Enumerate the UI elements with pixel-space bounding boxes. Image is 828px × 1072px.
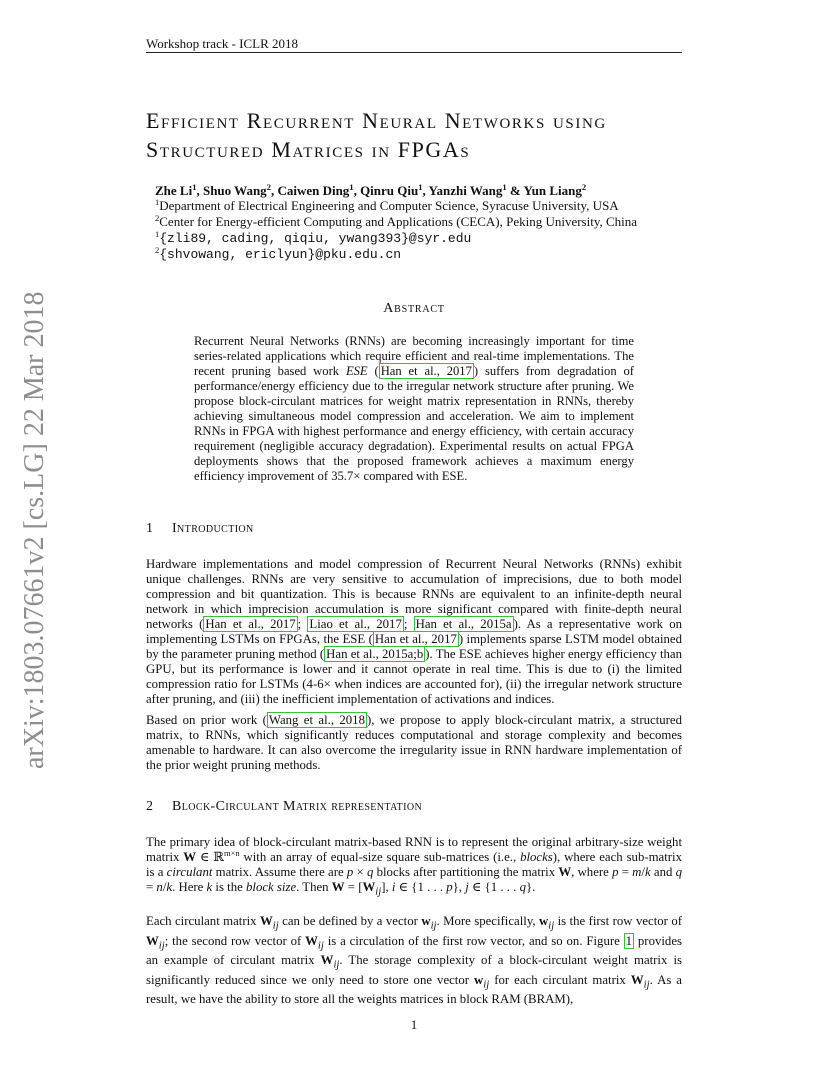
email-text: {zli89, cading, qiqiu, ywang393}@syr.edu xyxy=(159,231,472,246)
ese-term: ESE xyxy=(345,364,368,378)
arxiv-stamp-text: arXiv:1803.07661v2 [cs.LG] 22 Mar 2018 xyxy=(19,291,50,769)
section-number: 2 xyxy=(146,799,153,814)
body-text: is the xyxy=(212,880,247,894)
author-sup: 1 xyxy=(349,182,354,192)
citation-link[interactable]: Han et al., 2015a xyxy=(415,617,512,631)
body-text: . As a result, we have the ability to store all the weights matrices in block RAM (BRAM), xyxy=(146,972,682,1007)
page-number: 1 xyxy=(410,1017,418,1032)
body-text: and xyxy=(650,865,676,879)
body-text: . Then xyxy=(296,880,332,894)
section-1-heading xyxy=(146,521,254,537)
body-text: provides an example of circulant matrix xyxy=(146,933,682,968)
author-sup: 2 xyxy=(266,182,271,192)
body-text: ; the second row vector of xyxy=(164,933,306,948)
emphasis-text: block size xyxy=(246,880,297,894)
section2-paragraph-1: The primary idea of block-circulant matrix-based RNN is to represent the original arbitrary-size weight matrix W ∈ ℝ$^{m\times n}$ with an array of equal-size square sub-matrices (i.e., blocks), where each sub-matrix is a circulant matrix. Assume there are p × q blocks after partitioning the matrix W, where p = m/k and q = n/k. Here k is the block size. Then $W = [W_{ij}]$, i ∈ {1 . . . p}, j ∈ {1 . . . q}. xyxy=(146,835,683,898)
citation-link[interactable]: Wang et al., 2018 xyxy=(268,713,365,727)
body-text: can be defined by a vector xyxy=(278,914,422,928)
body-text: is the first row vector of xyxy=(554,914,683,928)
author-list: Zhe Li$^1$, Shuo Wang$^2$, Caiwen Ding$^1$, Qinru Qiu$^1$, Yanzhi Wang$^1$ & Yun Liang$^2$ xyxy=(155,182,587,198)
abstract-heading: Abstract xyxy=(383,301,445,316)
section-title: Introduction xyxy=(172,521,254,536)
body-text: Hardware implementations and model compression of Recurrent Neural Networks (RNNs) exhibit unique challenges. RNNs are very sensitive to accumulation of imprecisions, due to both model compression and bit quantization. This is because RNNs are equivalent to an infinite-depth neural network in which imprecision accumulation is more significant compared with finite-depth neural networks ( xyxy=(146,557,682,631)
section2-paragraph-2: Each circulant matrix $W_{ij}$ can be defined by a vector $w_{ij}$. More specifically, $w_{ij}$ is the first row vector of $W_{ij}$; the second row vector of $W_{ij}$ is a circulation of the first row vector, and so on. Figure 1 provides an example of circulant matrix $W_{ij}$. The storage complexity of a block-circulant weight matrix is significantly reduced since we only need to store one vector $w_{ij}$ for each circulant matrix $W_{ij}$. As a result, we have the ability to store all the weights matrices in block RAM (BRAM), xyxy=(146,914,683,1007)
author-sup: 2 xyxy=(581,182,587,192)
citation-link[interactable]: Han et al., 2017 xyxy=(205,617,296,631)
body-text: ), we propose to apply block-circulant matrix, a structured matrix, to RNNs, which significantly reduces computational and storage complexity and becomes amenable to hardware. It can also overcome the irregularity issue in RNN hardware implementation of the prior weight pruning methods. xyxy=(146,713,682,772)
author-name: Shuo Wang xyxy=(202,183,267,198)
body-text: . The storage complexity of a block-circulant weight matrix is significantly reduced since we only need to store one vector xyxy=(146,953,683,987)
body-text: blocks after partitioning the matrix xyxy=(373,865,559,879)
body-text: ) implements sparse LSTM model obtained by the parameter pruning method ( xyxy=(146,632,682,661)
email-2 xyxy=(155,246,401,262)
title-line-1: Efficient Recurrent Neural Networks using xyxy=(146,108,607,133)
arxiv-stamp xyxy=(5,291,65,769)
citation-link[interactable]: Han et al., 2017 xyxy=(374,632,457,646)
author-name: Yanzhi Wang xyxy=(428,183,503,198)
body-text: matrix. Assume there are xyxy=(212,865,347,879)
author-name: Zhe Li xyxy=(155,183,193,198)
body-text: is a circulation of the first row vector, and so on. Figure xyxy=(323,933,624,948)
body-text: Each circulant matrix xyxy=(146,914,260,928)
email-sup: 1 xyxy=(155,229,160,239)
citation-link[interactable]: Han et al., 2015a;b xyxy=(326,647,424,661)
paper-title xyxy=(146,106,706,164)
author-sup: 1 xyxy=(192,182,197,192)
header-rule xyxy=(146,52,682,53)
body-text: . More specifically, xyxy=(436,914,540,928)
author-sup: 1 xyxy=(418,182,423,192)
body-text: with an array of equal-size square sub-matrices (i.e., xyxy=(239,850,521,864)
affiliation-sup: 2 xyxy=(155,213,160,223)
intro-paragraph-1: Hardware implementations and model compression of Recurrent Neural Networks (RNNs) exhibit unique challenges. RNNs are very sensitive to accumulation of imprecisions, due to both model compression and bit quantization. This is because RNNs are equivalent to an infinite-depth neural network in which imprecision accumulation is more significant compared with finite-depth neural networks ( Han et al., 2017 ; Liao et al., 2017 ; Han et al., 2015a ). As a representative work on implementing LSTMs on FPGAs, the ESE ( Han et al., 2017 ) implements sparse LSTM model obtained by the parameter pruning method ( Han et al., 2015a;b ). The ESE achieves higher energy efficiency than GPU, but its performance is lower and it cannot operate in real time. This is due to (i) the limited compression ratio for LSTMs (4-6× when indices are accounted for), (ii) the irregular network structure after pruning, and (iii) the inefficient implementation of activations and indices. xyxy=(146,557,682,706)
affiliation-1 xyxy=(155,198,619,214)
email-1 xyxy=(155,230,471,246)
abstract-body: Recurrent Neural Networks (RNNs) are becoming increasingly important for time series-related applications which require efficient and real-time implementations. The recent pruning based work ESE ( Han et al., 2017 ) suffers from degradation of performance/energy efficiency due to the irregular network structure after pruning. We propose block-circulant matrices for weight matrix representation in RNNs, thereby achieving simultaneous model compression and acceleration. We aim to implement RNNs in FPGA with highest performance and energy efficiency, with certain accuracy requirement (negligible accuracy degradation). Experimental results on actual FPGA deployments shows that the proposed framework achieves a maximum energy efficiency improvement of 35.7× compared with ESE. xyxy=(194,334,635,483)
author-name: Qinru Qiu xyxy=(360,183,419,198)
figure-link[interactable]: 1 xyxy=(625,933,633,948)
email-sup: 2 xyxy=(155,245,160,255)
emphasis-text: circulant xyxy=(166,865,213,879)
email-text: {shvowang, ericlyun}@pku.edu.cn xyxy=(159,247,402,262)
body-text: . Here xyxy=(172,880,207,894)
affiliation-2 xyxy=(155,214,637,230)
body-text: ), where each sub-matrix is a xyxy=(146,850,683,879)
author-name: Caiwen Ding xyxy=(277,183,350,198)
affiliation-text: Department of Electrical Engineering and Computer Science, Syracuse University, USA xyxy=(159,198,619,213)
intro-paragraph-2 xyxy=(146,713,682,773)
body-text: The primary idea of block-circulant matrix-based RNN is to represent the original arbitrary-size weight matrix xyxy=(146,835,682,864)
body-text: ). As a representative work on implementing LSTMs on FPGAs, the ESE ( xyxy=(146,617,682,646)
section-2-heading xyxy=(146,799,422,815)
emphasis-text: blocks xyxy=(520,850,553,864)
citation-link[interactable]: Han et al., 2017 xyxy=(380,364,472,378)
body-text: Based on prior work ( xyxy=(146,713,267,727)
author-sup: 1 xyxy=(502,182,507,192)
body-text: , where xyxy=(571,865,613,879)
abstract-text: Recurrent Neural Networks (RNNs) are becoming increasingly important for time series-related applications which require efficient and real-time implementations. The recent pruning based work xyxy=(194,334,634,378)
body-text: for each circulant matrix xyxy=(489,972,631,987)
affiliation-text: Center for Energy-efficient Computing and Applications (CECA), Peking University, China xyxy=(159,214,638,229)
title-line-2: Structured Matrices in FPGAs xyxy=(146,137,471,162)
author-name: Yun Liang xyxy=(523,183,582,198)
affiliation-sup: 1 xyxy=(155,197,160,207)
body-text: ). The ESE achieves higher energy efficiency than GPU, but its performance is lower and it cannot operate in real time. This is due to (i) the limited compression ratio for LSTMs (4-6× when indices are accounted for), (ii) the irregular network structure after pruning, and (iii) the inefficient implementation of activations and indices. xyxy=(146,647,682,706)
section-number: 1 xyxy=(146,521,153,536)
running-header: Workshop track - ICLR 2018 xyxy=(146,36,299,51)
section-title: Block-Circulant Matrix representation xyxy=(172,799,423,814)
citation-link[interactable]: Liao et al., 2017 xyxy=(309,617,402,631)
abstract-text: suffers from degradation of performance/energy efficiency due to the irregular network structure after pruning. We propose block-circulant matrices for weight matrix representation in RNNs, thereby achieving simultaneous model compression and acceleration. We aim to implement RNNs in FPGA with highest performance and energy efficiency, with certain accuracy requirement (negligible accuracy degradation). Experimental results on actual FPGA deployments shows that the proposed framework achieves a maximum energy efficiency improvement of 35.7× compared with ESE. xyxy=(194,364,635,483)
